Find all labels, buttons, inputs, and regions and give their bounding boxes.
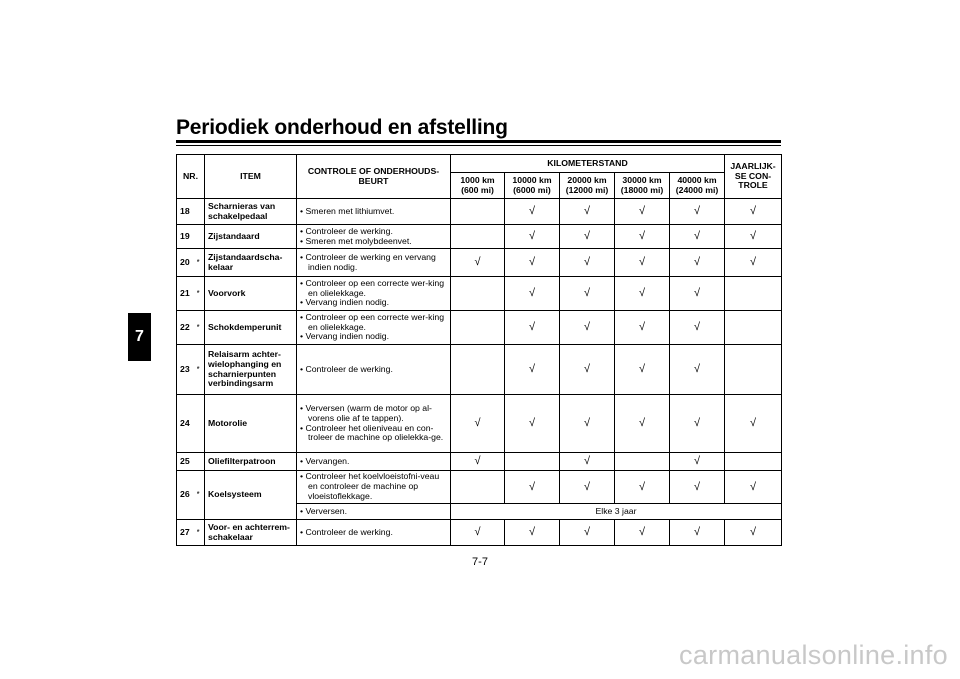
row-action bbox=[297, 277, 451, 311]
check-cell bbox=[451, 277, 505, 311]
table-row bbox=[177, 345, 782, 395]
row-star-marker: * bbox=[197, 311, 205, 345]
action-line: • Smeren met lithiumvet. bbox=[300, 205, 395, 216]
row-star-marker: * bbox=[197, 520, 205, 546]
table-row bbox=[177, 311, 782, 345]
row-number: 23 bbox=[177, 345, 197, 395]
header-item: ITEM bbox=[205, 155, 297, 199]
check-cell bbox=[505, 277, 560, 311]
check-cell bbox=[505, 520, 560, 546]
action-line: • Verversen (warm de motor op al-vorens olie af te tappen). bbox=[300, 402, 432, 423]
row-star-marker: * bbox=[197, 345, 205, 395]
check-cell bbox=[505, 471, 560, 504]
check-mark: √ bbox=[638, 321, 646, 334]
check-mark: √ bbox=[583, 417, 591, 430]
check-cell bbox=[615, 520, 670, 546]
check-mark: √ bbox=[638, 417, 646, 430]
check-cell bbox=[451, 199, 505, 225]
check-cell bbox=[670, 225, 725, 249]
check-cell bbox=[560, 225, 615, 249]
check-cell bbox=[725, 345, 782, 395]
row-star-marker bbox=[197, 225, 205, 249]
check-mark: √ bbox=[583, 230, 591, 243]
check-mark: √ bbox=[749, 417, 757, 430]
check-cell bbox=[725, 311, 782, 345]
check-mark: √ bbox=[583, 205, 591, 218]
row-action bbox=[297, 520, 451, 546]
check-cell bbox=[615, 311, 670, 345]
check-cell bbox=[505, 453, 560, 471]
check-mark: √ bbox=[528, 363, 536, 376]
check-mark: √ bbox=[583, 480, 591, 493]
action-line: • Controleer de werking. bbox=[300, 363, 393, 374]
check-cell bbox=[505, 199, 560, 225]
row-action bbox=[297, 345, 451, 395]
header-nr: NR. bbox=[177, 155, 205, 199]
header-km-3: 20000 km (12000 mi) bbox=[560, 173, 615, 199]
check-cell bbox=[670, 453, 725, 471]
header-km-4: 30000 km (18000 mi) bbox=[615, 173, 670, 199]
check-cell bbox=[725, 225, 782, 249]
row-number: 26 bbox=[177, 471, 197, 520]
check-mark: √ bbox=[749, 526, 757, 539]
row-item: Zijstandaard bbox=[205, 225, 297, 249]
row-star-marker: * bbox=[197, 277, 205, 311]
check-cell bbox=[505, 249, 560, 277]
check-cell bbox=[615, 199, 670, 225]
check-mark: √ bbox=[528, 287, 536, 300]
check-cell bbox=[560, 311, 615, 345]
maintenance-table bbox=[176, 154, 782, 546]
check-mark: √ bbox=[583, 287, 591, 300]
check-cell bbox=[670, 471, 725, 504]
check-mark: √ bbox=[638, 256, 646, 269]
row-number: 24 bbox=[177, 395, 197, 453]
row-number: 27 bbox=[177, 520, 197, 546]
check-cell bbox=[560, 395, 615, 453]
check-cell bbox=[560, 249, 615, 277]
check-cell bbox=[615, 395, 670, 453]
page-number: 7-7 bbox=[472, 556, 488, 568]
check-cell bbox=[615, 249, 670, 277]
check-cell bbox=[615, 471, 670, 504]
row-item: Voor- en achterrem-schakelaar bbox=[205, 520, 297, 546]
check-mark: √ bbox=[528, 230, 536, 243]
check-mark: √ bbox=[528, 417, 536, 430]
row-number: 25 bbox=[177, 453, 197, 471]
row-item: Schokdemperunit bbox=[205, 311, 297, 345]
action-line: • Controleer de werking. bbox=[300, 526, 393, 537]
check-mark: √ bbox=[693, 417, 701, 430]
row-item: Scharnieras van schakelpedaal bbox=[205, 199, 297, 225]
action-line: • Controleer op een correcte wer-king en olielekkage. bbox=[300, 311, 445, 332]
check-cell bbox=[505, 345, 560, 395]
check-cell bbox=[670, 520, 725, 546]
check-mark: √ bbox=[749, 256, 757, 269]
row-number: 22 bbox=[177, 311, 197, 345]
row-action bbox=[297, 395, 451, 453]
check-mark: √ bbox=[638, 287, 646, 300]
check-cell bbox=[560, 277, 615, 311]
check-mark: √ bbox=[693, 363, 701, 376]
check-mark: √ bbox=[583, 526, 591, 539]
check-cell bbox=[670, 395, 725, 453]
check-mark: √ bbox=[693, 205, 701, 218]
row-star-marker: * bbox=[197, 249, 205, 277]
action-line: • Controleer de werking. bbox=[300, 225, 393, 236]
row-item: Motorolie bbox=[205, 395, 297, 453]
table-row bbox=[177, 520, 782, 546]
check-mark: √ bbox=[693, 480, 701, 493]
table-row bbox=[177, 395, 782, 453]
row-action bbox=[297, 453, 451, 471]
row-star-marker bbox=[197, 395, 205, 453]
chapter-tab: 7 bbox=[128, 313, 151, 361]
check-mark: √ bbox=[583, 455, 591, 468]
check-cell bbox=[505, 311, 560, 345]
check-cell bbox=[560, 345, 615, 395]
check-mark: √ bbox=[474, 256, 481, 269]
page-title: Periodiek onderhoud en afstelling bbox=[176, 116, 508, 139]
title-rule-thick bbox=[176, 140, 781, 143]
check-mark: √ bbox=[638, 526, 646, 539]
check-mark: √ bbox=[693, 287, 701, 300]
check-mark: √ bbox=[693, 526, 701, 539]
check-mark: √ bbox=[474, 455, 481, 468]
row-item: Relaisarm achter-wielophanging en scharnierpunten verbindingsarm bbox=[205, 345, 297, 395]
check-mark: √ bbox=[528, 205, 536, 218]
check-mark: √ bbox=[749, 480, 757, 493]
check-cell bbox=[451, 395, 505, 453]
check-mark: √ bbox=[693, 256, 701, 269]
action-line: • Smeren met molybdeenvet. bbox=[300, 235, 412, 246]
row-number: 20 bbox=[177, 249, 197, 277]
check-cell bbox=[560, 199, 615, 225]
table-row bbox=[177, 199, 782, 225]
check-mark: √ bbox=[528, 256, 536, 269]
action-line: • Controleer het koelvloeistofni-veau en controleer de machine op vloeistoflekkage. bbox=[300, 471, 440, 501]
table-row bbox=[177, 277, 782, 311]
action-line: • Vervang indien nodig. bbox=[300, 331, 390, 342]
check-cell bbox=[451, 453, 505, 471]
check-cell bbox=[505, 395, 560, 453]
row-action bbox=[297, 249, 451, 277]
check-mark: √ bbox=[638, 363, 646, 376]
check-mark: √ bbox=[638, 480, 646, 493]
check-mark: √ bbox=[583, 363, 591, 376]
check-mark: √ bbox=[638, 205, 646, 218]
check-mark: √ bbox=[693, 230, 701, 243]
check-mark: √ bbox=[528, 526, 536, 539]
check-cell bbox=[451, 520, 505, 546]
check-mark: √ bbox=[638, 230, 646, 243]
row-item: Zijstandaardscha-kelaar bbox=[205, 249, 297, 277]
row-number: 18 bbox=[177, 199, 197, 225]
check-mark: √ bbox=[474, 417, 481, 430]
action-line: • Verversen. bbox=[300, 505, 347, 516]
action-line: • Controleer de werking en vervang indien nodig. bbox=[300, 251, 436, 272]
check-cell bbox=[725, 471, 782, 504]
check-cell bbox=[725, 249, 782, 277]
header-km-1: 1000 km (600 mi) bbox=[451, 173, 505, 199]
title-rule-thin bbox=[176, 145, 781, 146]
check-cell bbox=[670, 277, 725, 311]
check-cell bbox=[670, 311, 725, 345]
check-cell bbox=[451, 345, 505, 395]
row-action bbox=[297, 225, 451, 249]
check-mark: √ bbox=[749, 230, 757, 243]
action-line: • Controleer op een correcte wer-king en olielekkage. bbox=[300, 277, 445, 298]
check-cell bbox=[560, 471, 615, 504]
check-cell bbox=[670, 345, 725, 395]
table-row bbox=[177, 225, 782, 249]
check-mark: √ bbox=[749, 205, 757, 218]
check-cell bbox=[725, 199, 782, 225]
check-mark: √ bbox=[693, 321, 701, 334]
row-number: 19 bbox=[177, 225, 197, 249]
check-cell bbox=[615, 453, 670, 471]
check-cell bbox=[725, 453, 782, 471]
check-cell bbox=[560, 520, 615, 546]
check-mark: √ bbox=[583, 256, 591, 269]
row-interval-note: Elke 3 jaar bbox=[451, 504, 782, 520]
row-item: Koelsysteem bbox=[205, 471, 297, 520]
row-star-marker bbox=[197, 453, 205, 471]
action-line: • Vervangen. bbox=[300, 455, 350, 466]
row-action bbox=[297, 471, 451, 504]
table-row bbox=[177, 471, 782, 504]
check-mark: √ bbox=[474, 526, 481, 539]
watermark: carmanualsonline.info bbox=[679, 640, 948, 670]
check-cell bbox=[505, 225, 560, 249]
row-action bbox=[297, 311, 451, 345]
check-cell bbox=[670, 249, 725, 277]
check-cell bbox=[451, 225, 505, 249]
check-cell bbox=[451, 311, 505, 345]
check-mark: √ bbox=[583, 321, 591, 334]
check-cell bbox=[725, 395, 782, 453]
check-mark: √ bbox=[528, 480, 536, 493]
action-line: • Vervang indien nodig. bbox=[300, 297, 390, 308]
header-control: CONTROLE OF ONDERHOUDS-BEURT bbox=[297, 155, 451, 199]
table-body bbox=[177, 199, 782, 546]
header-yearly: JAARLIJK-SE CON-TROLE bbox=[725, 155, 782, 199]
row-action bbox=[297, 199, 451, 225]
check-mark: √ bbox=[693, 455, 701, 468]
check-cell bbox=[615, 345, 670, 395]
header-km-2: 10000 km (6000 mi) bbox=[505, 173, 560, 199]
row-number: 21 bbox=[177, 277, 197, 311]
row-action bbox=[297, 504, 451, 520]
table-row bbox=[177, 249, 782, 277]
row-star-marker bbox=[197, 199, 205, 225]
check-cell bbox=[451, 471, 505, 504]
check-cell bbox=[560, 453, 615, 471]
row-item: Voorvork bbox=[205, 277, 297, 311]
check-cell bbox=[725, 277, 782, 311]
table-row bbox=[177, 453, 782, 471]
check-cell bbox=[670, 199, 725, 225]
header-km-5: 40000 km (24000 mi) bbox=[670, 173, 725, 199]
check-cell bbox=[451, 249, 505, 277]
header-km-group: KILOMETERSTAND bbox=[451, 155, 725, 173]
check-mark: √ bbox=[528, 321, 536, 334]
action-line: • Controleer het olieniveau en con-troleer de machine op olielekka-ge. bbox=[300, 422, 444, 443]
check-cell bbox=[615, 225, 670, 249]
row-item: Oliefilterpatroon bbox=[205, 453, 297, 471]
check-cell bbox=[615, 277, 670, 311]
check-cell bbox=[725, 520, 782, 546]
row-star-marker: * bbox=[197, 471, 205, 520]
